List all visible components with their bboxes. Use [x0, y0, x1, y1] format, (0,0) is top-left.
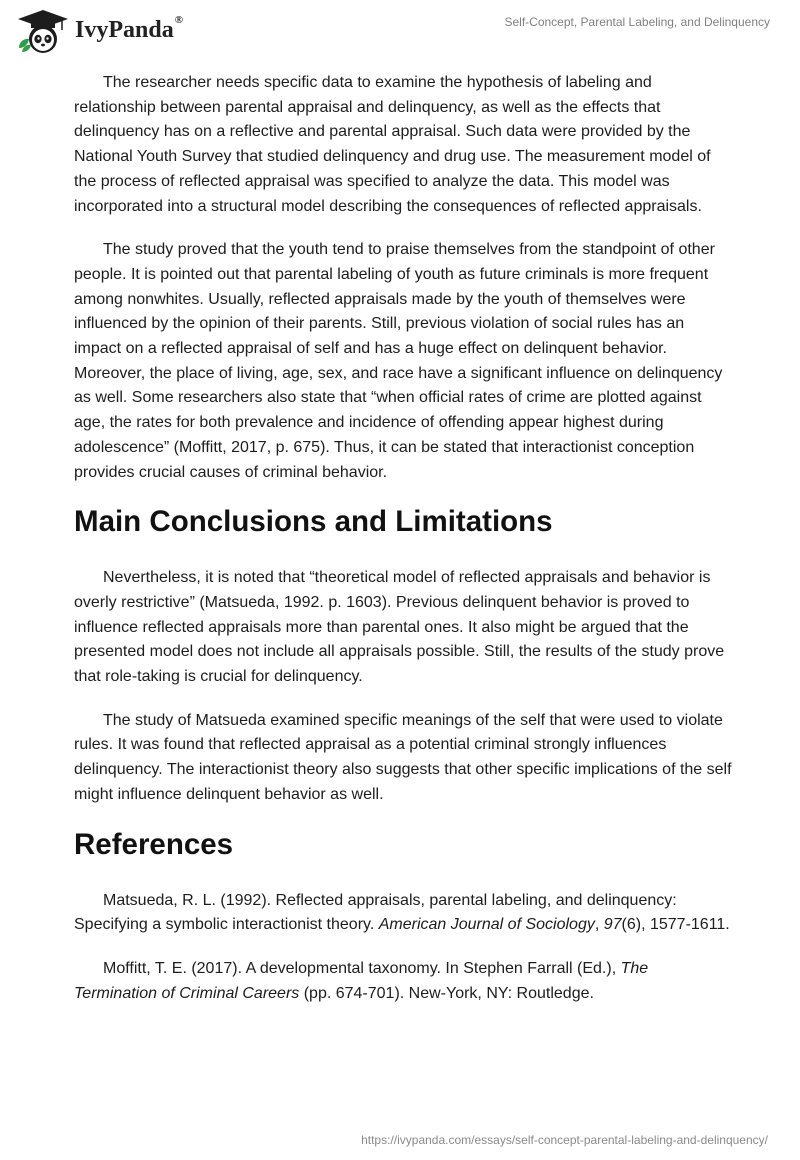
section-heading-conclusions: Main Conclusions and Limitations: [74, 505, 553, 539]
source-url[interactable]: https://ivypanda.com/essays/self-concept-parental-labeling-and-delinquency/: [361, 1133, 768, 1147]
reference-journal: American Journal of Sociology: [378, 916, 595, 934]
panda-graduate-icon: [15, 8, 71, 56]
paragraph: Nevertheless, it is noted that “theoretical model of reflected appraisals and behavior is overly restrictive” (Matsueda, 1992. p. 1603). Previous delinquent behavior is proved to influence reflected appraisals more than parental ones. It also might be argued that the presented model does not include all appraisals possible. Still, the results of the study prove that role-taking is crucial for delinquency.: [74, 569, 725, 686]
brand-text: IvyPanda: [75, 17, 174, 43]
reference-entry: [74, 889, 734, 938]
essay-content: [74, 71, 734, 1025]
reference-text: Matsueda, R. L. (1992). Reflected appraisals, parental labeling, and delinquency: Specifying a symbolic interactionist theory.: [74, 891, 677, 934]
page-header: [0, 0, 800, 62]
paragraph: The study of Matsueda examined specific meanings of the self that were used to violate rules. It was found that reflected appraisal as a potential criminal strongly influences delinquency. The interactionist theory also suggests that other specific implications of the self might influence delinquent behavior as well.: [74, 711, 732, 803]
brand-name: [75, 14, 183, 44]
registered-mark: ®: [174, 14, 183, 26]
paragraph: The researcher needs specific data to examine the hypothesis of labeling and relationship between parental appraisal and delinquency, as well as the effects that delinquency has on a reflective and parental appraisal. Such data were provided by the National Youth Survey that studied delinquency and drug use. The measurement model of the process of reflected appraisal was specified to analyze the data. This model was incorporated into a structural model describing the consequences of reflected appraisals.: [74, 74, 711, 215]
document-title: Self-Concept, Parental Labeling, and Delinquency: [504, 15, 770, 29]
reference-text: Moffitt, T. E. (2017). A developmental taxonomy. In Stephen Farrall (Ed.),: [103, 959, 621, 977]
reference-text: ,: [594, 916, 604, 934]
paragraph: The study proved that the youth tend to praise themselves from the standpoint of other people. It is pointed out that parental labeling of youth as future criminals is more frequent among nonwhites. Usually, reflected appraisals made by the youth of themselves were influenced by the opinion of their parents. Still, previous violation of social rules has an impact on a reflected appraisal of self and has a huge effect on delinquent behavior. Moreover, the place of living, age, sex, and race have a significant influence on delinquency as well. Some researchers also state that “when official rates of crime are plotted against age, the rates for both prevalence and incidence of offending appear highest during adolescence” (Moffitt, 2017, p. 675). Thus, it can be stated that interactionist conception provides crucial causes of criminal behavior.: [74, 241, 723, 481]
reference-volume: 97: [603, 916, 622, 934]
reference-text: (pp. 674-701). New-York, NY: Routledge.: [299, 984, 594, 1002]
reference-text: (6), 1577-1611.: [621, 916, 730, 934]
ivypanda-logo[interactable]: [15, 8, 210, 56]
reference-entry: [74, 957, 734, 1006]
reference-book-title: The Termination of Criminal Careers: [74, 959, 649, 1002]
section-heading-references: References: [74, 827, 234, 861]
